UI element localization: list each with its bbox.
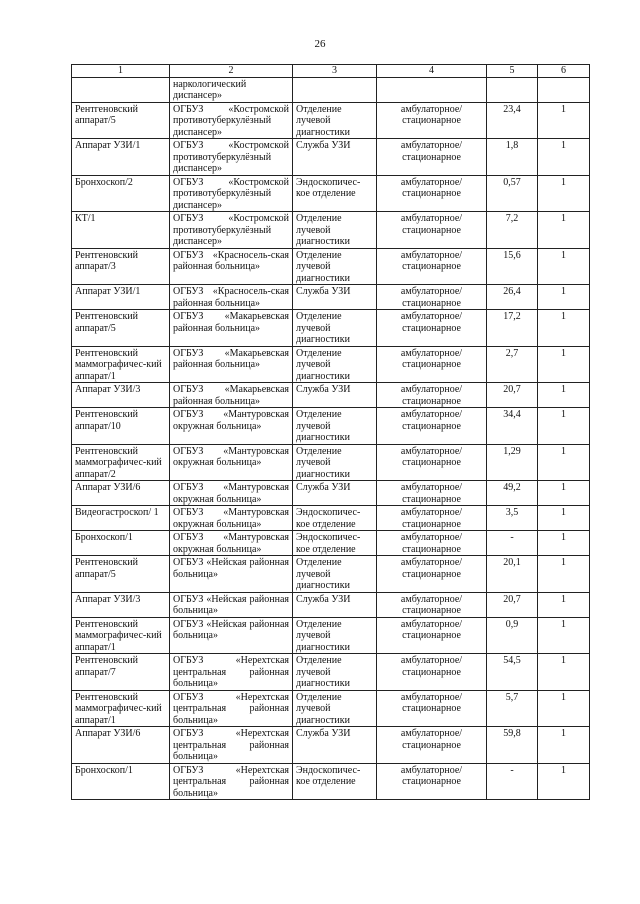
load-value-cell: 0,9 <box>487 617 538 654</box>
count-cell: 1 <box>538 248 590 285</box>
table-row <box>72 248 590 285</box>
table-row <box>72 175 590 212</box>
organization-cell: ОГБУЗ «Макарьевская районная больница» <box>170 310 293 347</box>
table-row <box>72 383 590 408</box>
organization-cell: ОГБУЗ «Нерехтская центральная районная больница» <box>170 690 293 727</box>
equipment-cell: Бронхоскоп/2 <box>72 175 170 212</box>
care-mode-cell: амбулаторное/ стационарное <box>377 310 487 347</box>
organization-cell: ОГБУЗ «Мантуровская окружная больница» <box>170 444 293 481</box>
count-cell: 1 <box>538 408 590 445</box>
organization-cell: ОГБУЗ «Красносель-ская районная больница» <box>170 248 293 285</box>
department-cell: Отделение лучевой диагностики <box>293 690 377 727</box>
organization-cell: ОГБУЗ «Костромской противотуберкулёзный диспансер» <box>170 175 293 212</box>
organization-cell: ОГБУЗ «Костромской противотуберкулёзный диспансер» <box>170 102 293 139</box>
organization-cell: ОГБУЗ «Мантуровская окружная больница» <box>170 531 293 556</box>
equipment-cell: Аппарат УЗИ/6 <box>72 727 170 764</box>
department-cell: Отделение лучевой диагностики <box>293 346 377 383</box>
load-value-cell: 5,7 <box>487 690 538 727</box>
organization-cell: ОГБУЗ «Нейская районная больница» <box>170 556 293 593</box>
table-row <box>72 654 590 691</box>
count-cell: 1 <box>538 102 590 139</box>
organization-cell: ОГБУЗ «Нейская районная больница» <box>170 617 293 654</box>
table-row <box>72 592 590 617</box>
count-cell: 1 <box>538 481 590 506</box>
count-cell: 1 <box>538 617 590 654</box>
department-cell: Служба УЗИ <box>293 592 377 617</box>
column-header: 2 <box>170 65 293 78</box>
care-mode-cell: амбулаторное/ стационарное <box>377 444 487 481</box>
care-mode-cell: амбулаторное/ стационарное <box>377 102 487 139</box>
organization-cell: ОГБУЗ «Костромской противотуберкулёзный диспансер» <box>170 139 293 176</box>
load-value-cell: 20,7 <box>487 383 538 408</box>
organization-cell: ОГБУЗ «Костромской противотуберкулёзный диспансер» <box>170 212 293 249</box>
department-cell: Отделение лучевой диагностики <box>293 444 377 481</box>
equipment-cell: Видеогастроскоп/ 1 <box>72 506 170 531</box>
table-row <box>72 285 590 310</box>
department-cell: Эндоскопичес-кое отделение <box>293 506 377 531</box>
care-mode-cell: амбулаторное/ стационарное <box>377 763 487 800</box>
table-body <box>72 77 590 800</box>
care-mode-cell: амбулаторное/ стационарное <box>377 690 487 727</box>
load-value-cell: 2,7 <box>487 346 538 383</box>
department-cell: Эндоскопичес-кое отделение <box>293 763 377 800</box>
equipment-cell: Рентгеновский аппарат/5 <box>72 102 170 139</box>
department-cell: Эндоскопичес-кое отделение <box>293 175 377 212</box>
table-row <box>72 408 590 445</box>
equipment-cell: Аппарат УЗИ/1 <box>72 139 170 176</box>
equipment-cell: Аппарат УЗИ/3 <box>72 592 170 617</box>
equipment-cell <box>72 77 170 102</box>
table-row <box>72 727 590 764</box>
load-value-cell: 26,4 <box>487 285 538 310</box>
table-row <box>72 481 590 506</box>
table-row <box>72 139 590 176</box>
count-cell <box>538 77 590 102</box>
organization-cell: ОГБУЗ «Макарьевская районная больница» <box>170 383 293 408</box>
organization-cell: ОГБУЗ «Макарьевская районная больница» <box>170 346 293 383</box>
care-mode-cell: амбулаторное/ стационарное <box>377 556 487 593</box>
equipment-table <box>71 64 590 800</box>
department-cell: Служба УЗИ <box>293 481 377 506</box>
care-mode-cell: амбулаторное/ стационарное <box>377 654 487 691</box>
department-cell: Отделение лучевой диагностики <box>293 310 377 347</box>
count-cell: 1 <box>538 727 590 764</box>
care-mode-cell: амбулаторное/ стационарное <box>377 175 487 212</box>
table-row <box>72 77 590 102</box>
organization-cell: ОГБУЗ «Мантуровская окружная больница» <box>170 408 293 445</box>
load-value-cell: 20,1 <box>487 556 538 593</box>
table-row <box>72 346 590 383</box>
column-header: 4 <box>377 65 487 78</box>
care-mode-cell: амбулаторное/ стационарное <box>377 531 487 556</box>
load-value-cell: 34,4 <box>487 408 538 445</box>
count-cell: 1 <box>538 346 590 383</box>
department-cell: Отделение лучевой диагностики <box>293 212 377 249</box>
care-mode-cell: амбулаторное/ стационарное <box>377 212 487 249</box>
organization-cell: ОГБУЗ «Мантуровская окружная больница» <box>170 506 293 531</box>
column-header: 6 <box>538 65 590 78</box>
equipment-cell: КТ/1 <box>72 212 170 249</box>
care-mode-cell: амбулаторное/ стационарное <box>377 481 487 506</box>
load-value-cell: 20,7 <box>487 592 538 617</box>
organization-cell: ОГБУЗ «Нерехтская центральная районная больница» <box>170 763 293 800</box>
count-cell: 1 <box>538 175 590 212</box>
table-row <box>72 310 590 347</box>
table-row <box>72 556 590 593</box>
table-row <box>72 690 590 727</box>
department-cell: Служба УЗИ <box>293 727 377 764</box>
equipment-cell: Рентгеновский маммографичес-кий аппарат/1 <box>72 617 170 654</box>
count-cell: 1 <box>538 444 590 481</box>
table-row <box>72 212 590 249</box>
table-row <box>72 102 590 139</box>
count-cell: 1 <box>538 690 590 727</box>
load-value-cell: 1,8 <box>487 139 538 176</box>
care-mode-cell: амбулаторное/ стационарное <box>377 285 487 310</box>
page-number: 26 <box>314 38 326 50</box>
count-cell: 1 <box>538 285 590 310</box>
equipment-cell: Рентгеновский аппарат/3 <box>72 248 170 285</box>
equipment-cell: Рентгеновский аппарат/7 <box>72 654 170 691</box>
equipment-cell: Аппарат УЗИ/1 <box>72 285 170 310</box>
equipment-cell: Бронхоскоп/1 <box>72 763 170 800</box>
organization-cell: ОГБУЗ «Нейская районная больница» <box>170 592 293 617</box>
column-header: 3 <box>293 65 377 78</box>
care-mode-cell: амбулаторное/ стационарное <box>377 592 487 617</box>
care-mode-cell: амбулаторное/ стационарное <box>377 727 487 764</box>
count-cell: 1 <box>538 212 590 249</box>
table-header-row <box>72 65 590 78</box>
table-row <box>72 763 590 800</box>
equipment-cell: Рентгеновский маммографичес-кий аппарат/1 <box>72 690 170 727</box>
load-value-cell: 23,4 <box>487 102 538 139</box>
load-value-cell: 49,2 <box>487 481 538 506</box>
count-cell: 1 <box>538 139 590 176</box>
load-value-cell: - <box>487 531 538 556</box>
care-mode-cell <box>377 77 487 102</box>
load-value-cell: 3,5 <box>487 506 538 531</box>
equipment-cell: Рентгеновский маммографичес-кий аппарат/2 <box>72 444 170 481</box>
load-value-cell: 15,6 <box>487 248 538 285</box>
column-header: 1 <box>72 65 170 78</box>
care-mode-cell: амбулаторное/ стационарное <box>377 408 487 445</box>
table-row <box>72 531 590 556</box>
department-cell <box>293 77 377 102</box>
table-row <box>72 444 590 481</box>
load-value-cell: 54,5 <box>487 654 538 691</box>
count-cell: 1 <box>538 592 590 617</box>
care-mode-cell: амбулаторное/ стационарное <box>377 248 487 285</box>
count-cell: 1 <box>538 556 590 593</box>
equipment-cell: Рентгеновский аппарат/5 <box>72 310 170 347</box>
count-cell: 1 <box>538 310 590 347</box>
count-cell: 1 <box>538 654 590 691</box>
table-row <box>72 617 590 654</box>
equipment-cell: Бронхоскоп/1 <box>72 531 170 556</box>
load-value-cell: 17,2 <box>487 310 538 347</box>
equipment-cell: Аппарат УЗИ/3 <box>72 383 170 408</box>
department-cell: Отделение лучевой диагностики <box>293 617 377 654</box>
department-cell: Служба УЗИ <box>293 383 377 408</box>
care-mode-cell: амбулаторное/ стационарное <box>377 506 487 531</box>
load-value-cell: 0,57 <box>487 175 538 212</box>
count-cell: 1 <box>538 383 590 408</box>
load-value-cell: 1,29 <box>487 444 538 481</box>
care-mode-cell: амбулаторное/ стационарное <box>377 139 487 176</box>
department-cell: Отделение лучевой диагностики <box>293 248 377 285</box>
department-cell: Эндоскопичес-кое отделение <box>293 531 377 556</box>
equipment-cell: Рентгеновский аппарат/10 <box>72 408 170 445</box>
organization-cell: наркологический диспансер» <box>170 77 293 102</box>
load-value-cell: - <box>487 763 538 800</box>
department-cell: Служба УЗИ <box>293 139 377 176</box>
care-mode-cell: амбулаторное/ стационарное <box>377 383 487 408</box>
equipment-cell: Аппарат УЗИ/6 <box>72 481 170 506</box>
care-mode-cell: амбулаторное/ стационарное <box>377 617 487 654</box>
load-value-cell: 59,8 <box>487 727 538 764</box>
department-cell: Отделение лучевой диагностики <box>293 556 377 593</box>
department-cell: Отделение лучевой диагностики <box>293 654 377 691</box>
organization-cell: ОГБУЗ «Нерехтская центральная районная больница» <box>170 654 293 691</box>
department-cell: Отделение лучевой диагностики <box>293 102 377 139</box>
count-cell: 1 <box>538 506 590 531</box>
equipment-cell: Рентгеновский маммографичес-кий аппарат/1 <box>72 346 170 383</box>
department-cell: Отделение лучевой диагностики <box>293 408 377 445</box>
organization-cell: ОГБУЗ «Нерехтская центральная районная больница» <box>170 727 293 764</box>
organization-cell: ОГБУЗ «Мантуровская окружная больница» <box>170 481 293 506</box>
organization-cell: ОГБУЗ «Красносель-ская районная больница» <box>170 285 293 310</box>
department-cell: Служба УЗИ <box>293 285 377 310</box>
count-cell: 1 <box>538 531 590 556</box>
column-header: 5 <box>487 65 538 78</box>
table-row <box>72 506 590 531</box>
count-cell: 1 <box>538 763 590 800</box>
load-value-cell <box>487 77 538 102</box>
load-value-cell: 7,2 <box>487 212 538 249</box>
care-mode-cell: амбулаторное/ стационарное <box>377 346 487 383</box>
equipment-cell: Рентгеновский аппарат/5 <box>72 556 170 593</box>
